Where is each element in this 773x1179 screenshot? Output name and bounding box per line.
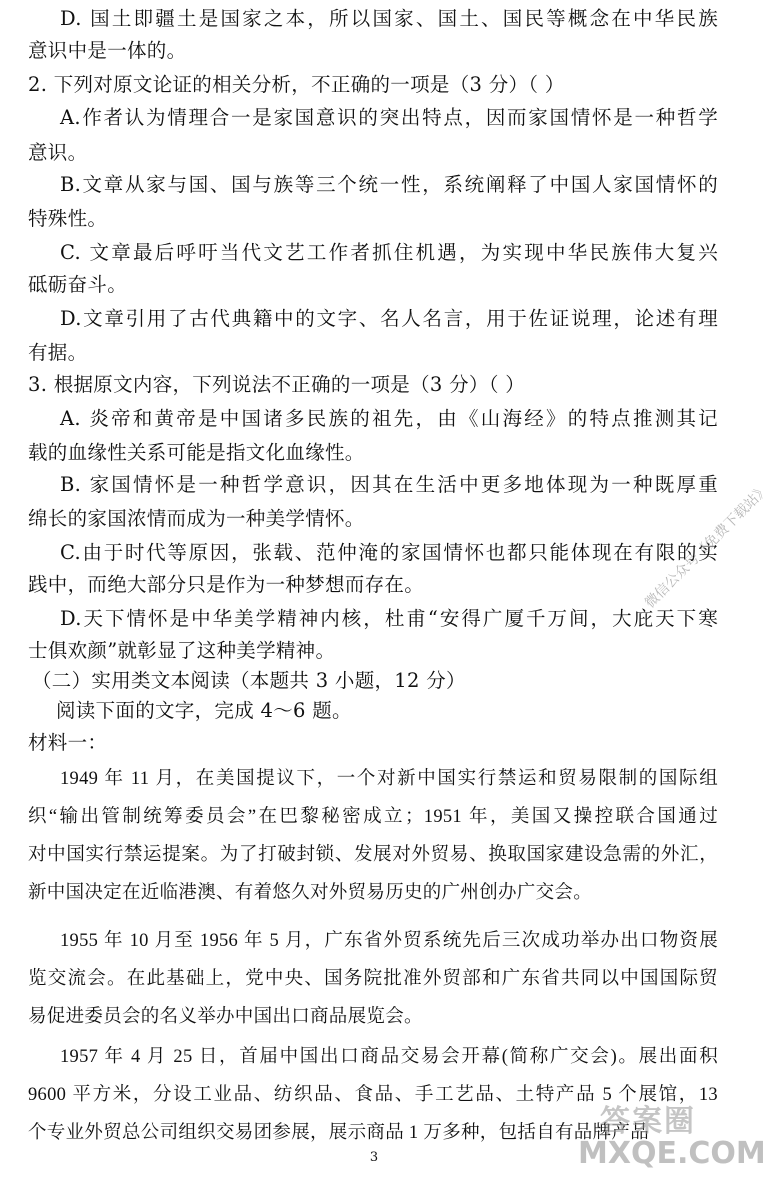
text-line: 9600 平方米，分设工业品、纺织品、食品、手工艺品、土特产品 5 个展馆，13: [28, 1085, 718, 1105]
text-line: C. 文章最后呼吁当代文艺工作者抓住机遇，为实现中华民族伟大复兴: [60, 241, 718, 264]
text-line: 绵长的家国浓情而成为一种美学情怀。: [28, 507, 365, 530]
text-line: 1957 年 4 月 25 日，首届中国出口商品交易会开幕(简称广交会)。展出面积: [60, 1047, 718, 1067]
text-line: D. 国土即疆土是国家之本，所以国家、国土、国民等概念在中华民族: [60, 7, 718, 30]
text-line: D.文章引用了古代典籍中的文字、名人名言，用于佐证说理，论述有理: [60, 307, 718, 330]
text-line: 览交流会。在此基础上，党中央、国务院批准外贸部和广东省共同以中国国际贸: [28, 969, 718, 989]
text-line: B. 家国情怀是一种哲学意识，因其在生活中更多地体现为一种既厚重: [60, 473, 718, 496]
page-number: 3: [369, 1150, 379, 1165]
text-line: A.作者认为情理合一是家国意识的突出特点，因而家国情怀是一种哲学: [60, 106, 718, 129]
text-line: 士俱欢颜”就彰显了这种美学精神。: [28, 639, 336, 662]
text-line: 特殊性。: [28, 207, 108, 230]
instruction: 阅读下面的文字，完成 4～6 题。: [56, 699, 352, 722]
text-line: 载的血缘性关系可能是指文化血缘性。: [28, 441, 365, 464]
text-line: 织“输出管制统筹委员会”在巴黎秘密成立；1951 年，美国又操控联合国通过: [28, 807, 718, 827]
text-line: 个专业外贸总公司组织交易团参展，展示商品 1 万多种，包括自有品牌产品: [28, 1123, 650, 1143]
text-line: A. 炎帝和黄帝是中国诸多民族的祖先，由《山海经》的特点推测其记: [60, 407, 718, 430]
watermark-text: 微信公众号《免费下载站》: [642, 481, 773, 612]
text-line: 1955 年 10 月至 1956 年 5 月，广东省外贸系统先后三次成功举办出口物资展: [60, 931, 718, 951]
text-line: 砥砺奋斗。: [28, 273, 128, 296]
text-line: 新中国决定在近临港澳、有着悠久对外贸易历史的广州创办广交会。: [28, 883, 593, 903]
text-line: 对中国实行禁运提案。为了打破封锁、发展对外贸易、换取国家建设急需的外汇，: [28, 845, 718, 865]
question-3: 3. 根据原文内容，下列说法不正确的一项是（3 分）（ ）: [28, 373, 526, 396]
text-line: D.天下情怀是中华美学精神内核，杜甫“安得广厦千万间，大庇天下寒: [60, 607, 718, 630]
section-heading: （二）实用类文本阅读（本题共 3 小题，12 分）: [32, 669, 466, 692]
text-line: 1949 年 11 月，在美国提议下，一个对新中国实行禁运和贸易限制的国际组: [60, 769, 718, 789]
text-line: 有据。: [28, 341, 88, 364]
question-2: 2. 下列对原文论证的相关分析，不正确的一项是（3 分）（ ）: [28, 73, 565, 96]
text-line: C.由于时代等原因，张载、范仲淹的家国情怀也都只能体现在有限的实: [60, 541, 718, 564]
material-label: 材料一：: [28, 731, 108, 754]
text-line: B.文章从家与国、国与族等三个统一性，系统阐释了中国人家国情怀的: [60, 173, 718, 196]
text-line: 意识。: [28, 141, 88, 164]
text-line: 践中，而绝大部分只是作为一种梦想而存在。: [28, 573, 425, 596]
text-line: 易促进委员会的名义举办中国出口商品展览会。: [28, 1007, 423, 1027]
watermark-logo: 答案圈: [600, 1104, 696, 1139]
text-line: 意识中是一体的。: [28, 39, 187, 62]
watermark-url: MXQE.COM: [578, 1136, 766, 1171]
